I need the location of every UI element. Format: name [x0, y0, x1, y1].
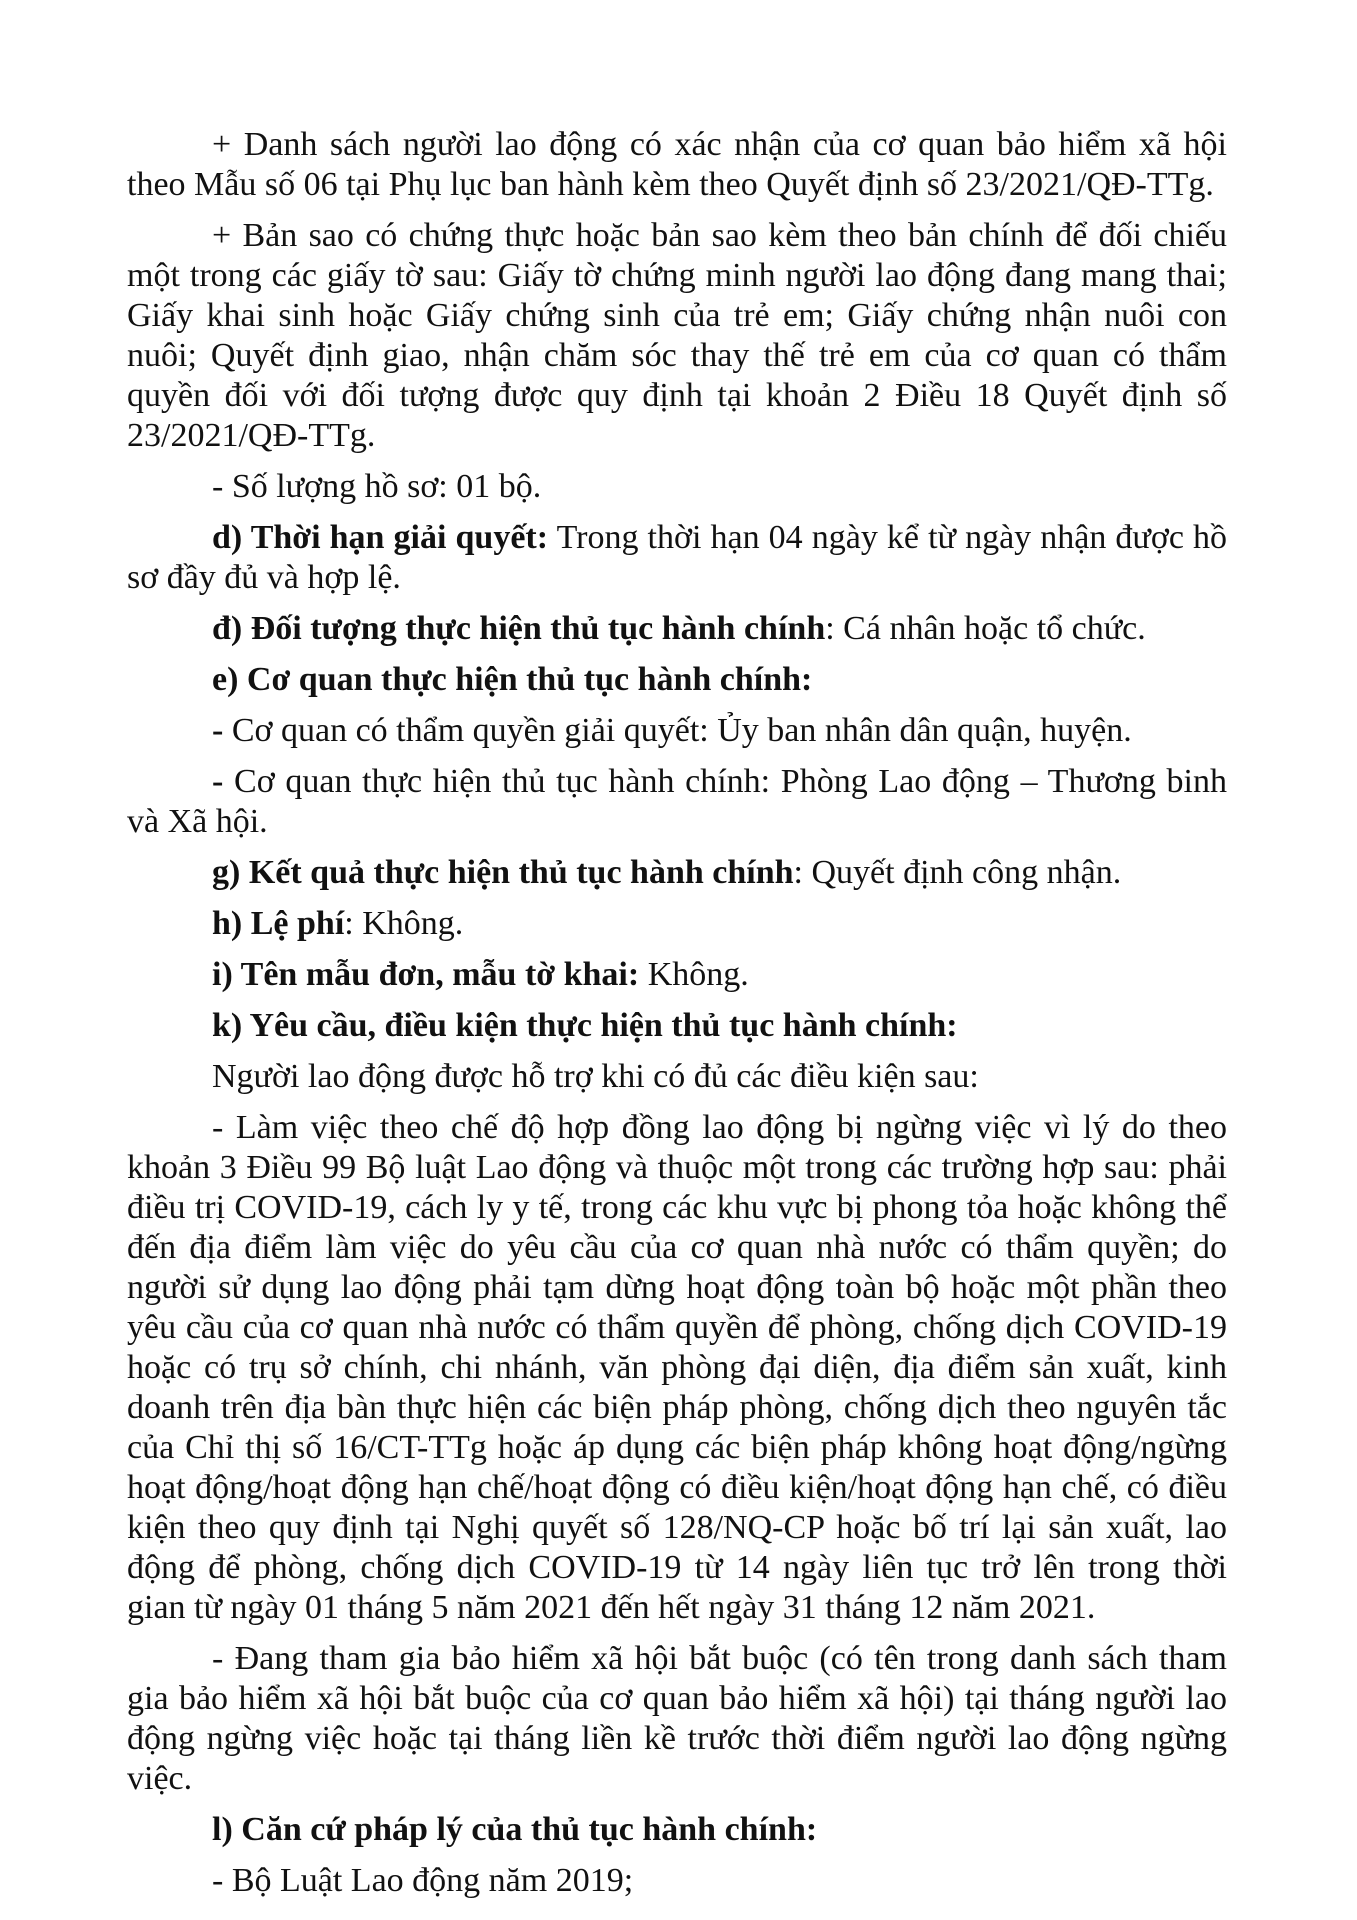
- section-l-heading: l) Căn cứ pháp lý của thủ tục hành chính:: [212, 1811, 818, 1848]
- section-k-intro: Người lao động được hỗ trợ khi có đủ các điều kiện sau:: [212, 1058, 979, 1095]
- section-dd-text: : Cá nhân hoặc tổ chức.: [825, 610, 1146, 647]
- section-l-labor-code: - Bộ Luật Lao động năm 2019;: [212, 1862, 634, 1899]
- section-e1-text: Cơ quan có thẩm quyền giải quyết: Ủy ban nhân dân quận, huyện.: [223, 712, 1132, 749]
- section-e-executing-agency: [127, 762, 1227, 842]
- section-e-heading: e) Cơ quan thực hiện thủ tục hành chính:: [212, 661, 813, 698]
- section-d-processing-time: [127, 518, 1227, 598]
- section-dd-label: đ) Đối tượng thực hiện thủ tục hành chính: [212, 610, 826, 647]
- section-g-text: : Quyết định công nhận.: [793, 854, 1122, 891]
- section-i-label: i) Tên mẫu đơn, mẫu tờ khai:: [212, 956, 640, 993]
- section-h-text: : Không.: [344, 905, 464, 942]
- paragraph-certified-copies: + Bản sao có chứng thực hoặc bản sao kèm theo bản chính để đối chiếu một trong các giấy tờ sau: Giấy tờ chứng minh người lao động đang mang thai; Giấy khai sinh hoặc Giấy chứng sinh của trẻ em; Giấy chứng nhận nuôi con nuôi; Quyết định giao, nhận chăm sóc thay thế trẻ em của cơ quan có thẩm quyền đối với đối tượng được quy định tại khoản 2 Điều 18 Quyết định số 23/2021/QĐ-TTg.: [127, 217, 1227, 454]
- section-h-fee: [127, 904, 1227, 944]
- section-h-label: h) Lệ phí: [212, 905, 345, 942]
- section-d-label: d) Thời hạn giải quyết:: [212, 519, 549, 556]
- paragraph-worker-list: + Danh sách người lao động có xác nhận của cơ quan bảo hiểm xã hội theo Mẫu số 06 tại Phụ lục ban hành kèm theo Quyết định số 23/2021/QĐ-TTg.: [127, 126, 1227, 203]
- paragraph-dossier-quantity: - Số lượng hồ sơ: 01 bộ.: [212, 468, 542, 505]
- section-k-condition-2: - Đang tham gia bảo hiểm xã hội bắt buộc (có tên trong danh sách tham gia bảo hiểm xã hội bắt buộc của cơ quan bảo hiểm xã hội) tại tháng người lao động ngừng việc hoặc tại tháng liền kề trước thời điểm người lao động ngừng việc.: [127, 1640, 1227, 1797]
- section-g-label: g) Kết quả thực hiện thủ tục hành chính: [212, 854, 794, 891]
- section-i-text: Không.: [639, 956, 749, 993]
- section-e2-dash: -: [212, 763, 224, 800]
- section-e1-dash: -: [212, 712, 224, 749]
- section-k-heading: k) Yêu cầu, điều kiện thực hiện thủ tục hành chính:: [212, 1007, 958, 1044]
- section-i-forms: [127, 955, 1227, 995]
- section-dd-subjects: [127, 609, 1227, 649]
- section-e2-text: Cơ quan thực hiện thủ tục hành chính: Phòng Lao động – Thương binh và Xã hội.: [127, 763, 1227, 840]
- section-g-result: [127, 853, 1227, 893]
- document-body: [127, 125, 1227, 1912]
- section-d-text: Trong thời hạn 04 ngày kể từ ngày nhận được hồ sơ đầy đủ và hợp lệ.: [127, 519, 1228, 596]
- section-e-competent-agency: [127, 711, 1227, 751]
- section-k-condition-1: - Làm việc theo chế độ hợp đồng lao động bị ngừng việc vì lý do theo khoản 3 Điều 99 Bộ luật Lao động và thuộc một trong các trường hợp sau: phải điều trị COVID-19, cách ly y tế, trong các khu vực bị phong tỏa hoặc không thể đến địa điểm làm việc do yêu cầu của cơ quan nhà nước có thẩm quyền; do người sử dụng lao động phải tạm dừng hoạt động toàn bộ hoặc một phần theo yêu cầu của cơ quan nhà nước có thẩm quyền để phòng, chống dịch COVID-19 hoặc có trụ sở chính, chi nhánh, văn phòng đại diện, địa điểm sản xuất, kinh doanh trên địa bàn thực hiện các biện pháp phòng, chống dịch theo nguyên tắc của Chỉ thị số 16/CT-TTg hoặc áp dụng các biện pháp không hoạt động/ngừng hoạt động/hoạt động hạn chế/hoạt động có điều kiện/hoạt động hạn chế, có điều kiện theo quy định tại Nghị quyết số 128/NQ-CP hoặc bố trí lại sản xuất, lao động để phòng, chống dịch COVID-19 từ 14 ngày liên tục trở lên trong thời gian từ ngày 01 tháng 5 năm 2021 đến hết ngày 31 tháng 12 năm 2021.: [127, 1109, 1227, 1626]
